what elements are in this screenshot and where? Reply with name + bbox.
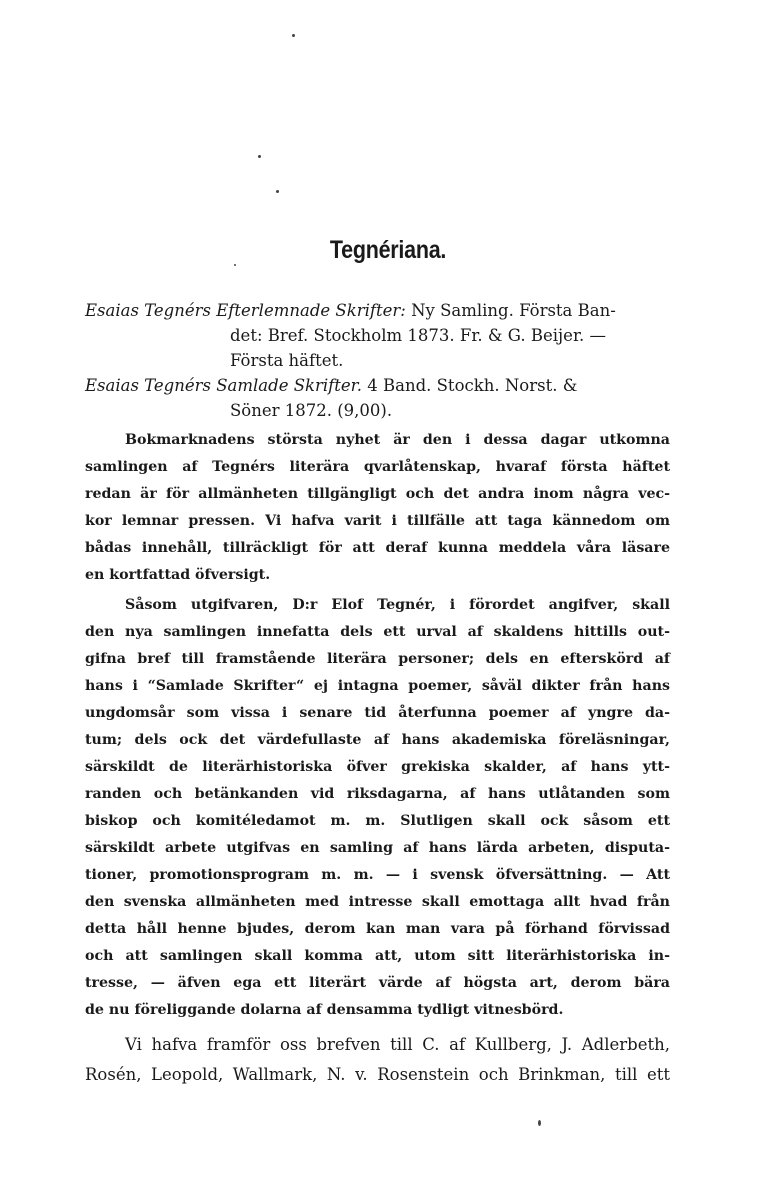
entry-author: Esaias Tegnérs — [85, 301, 211, 320]
bibliography-entry — [85, 298, 675, 373]
paragraph-line: och att samlingen skall komma att, utom sitt literärhistoriska in- — [85, 948, 670, 964]
entry-author: Esaias Tegnérs — [85, 376, 211, 395]
paragraph-line: hans i “Samlade Skrifter“ ej intagna poemer, såväl dikter från hans — [85, 678, 670, 694]
paragraph-line: ungdomsår som vissa i senare tid återfunna poemer af yngre da- — [85, 705, 670, 721]
paragraph-line: randen och betänkanden vid riksdagarna, af hans utlåtanden som — [85, 786, 670, 802]
paragraph-line: Såsom utgifvaren, D:r Elof Tegnér, i förordet angifver, skall — [125, 597, 670, 613]
paragraph-line: en kortfattad öfversigt. — [85, 567, 271, 583]
entry-line: Söner 1872. (9,00). — [230, 401, 393, 420]
paragraph-line: samlingen af Tegnérs literära qvarlåtenskap, hvaraf första häftet — [85, 459, 670, 475]
paragraph-line: detta håll henne bjudes, derom kan man vara på förhand förvissad — [85, 921, 670, 937]
bibliography-entry — [85, 373, 675, 423]
paragraph-line: Vi hafva framför oss brefven till C. af Kullberg, J. Adlerbeth, — [125, 1035, 670, 1054]
paragraph-line: bådas innehåll, tillräckligt för att deraf kunna meddela våra läsare — [85, 540, 670, 556]
paragraph-line: Rosén, Leopold, Wallmark, N. v. Rosenstein och Brinkman, till ett — [85, 1065, 670, 1084]
print-speck — [538, 1120, 541, 1126]
paragraph-line: de nu föreliggande dolarna af densamma tydligt vitnesbörd. — [85, 1002, 564, 1018]
paragraph-line: den svenska allmänheten med intresse skall emottaga allt hvad från — [85, 894, 670, 910]
paragraph-line: tresse, — äfven ega ett literärt värde af högsta art, derom bära — [85, 975, 670, 991]
paragraph-line: Bokmarknadens största nyhet är den i dessa dagar utkomna — [125, 432, 670, 448]
entry-line — [85, 298, 675, 323]
paragraph-line: biskop och komitéledamot m. m. Slutligen skall ock såsom ett — [85, 813, 670, 829]
paragraph-line: tioner, promotionsprogram m. m. — i svensk öfversättning. — Att — [85, 867, 670, 883]
paragraph-line: särskildt arbete utgifvas en samling af hans lärda arbeten, disputa- — [85, 840, 670, 856]
entry-text: Ny Samling. Första Ban- — [411, 301, 616, 320]
paragraph-line: den nya samlingen innefatta dels ett urval af skaldens hittills out- — [85, 624, 670, 640]
entry-work: Efterlemnade Skrifter: — [216, 301, 406, 320]
print-speck — [276, 190, 279, 193]
entry-line: det: Bref. Stockholm 1873. Fr. & G. Beijer. — — [230, 326, 607, 345]
paragraph-line: särskildt de literärhistoriska öfver grekiska skalder, af hans ytt- — [85, 759, 670, 775]
page-title: Tegnériana. — [329, 236, 447, 264]
entry-line: Första häftet. — [230, 351, 344, 370]
paragraph-line: tum; dels ock det värdefullaste af hans akademiska föreläsningar, — [85, 732, 670, 748]
paragraph-line: kor lemnar pressen. Vi hafva varit i tillfälle att taga kännedom om — [85, 513, 670, 529]
entry-text: 4 Band. Stockh. Norst. & — [367, 376, 578, 395]
print-speck — [292, 34, 295, 37]
paragraph-line: gifna bref till framstående literära personer; dels en efterskörd af — [85, 651, 670, 667]
paragraph-line: redan är för allmänheten tillgängligt och det andra inom några vec- — [85, 486, 670, 502]
entry-line — [85, 373, 675, 398]
print-speck — [258, 155, 261, 158]
entry-work: Samlade Skrifter. — [216, 376, 362, 395]
